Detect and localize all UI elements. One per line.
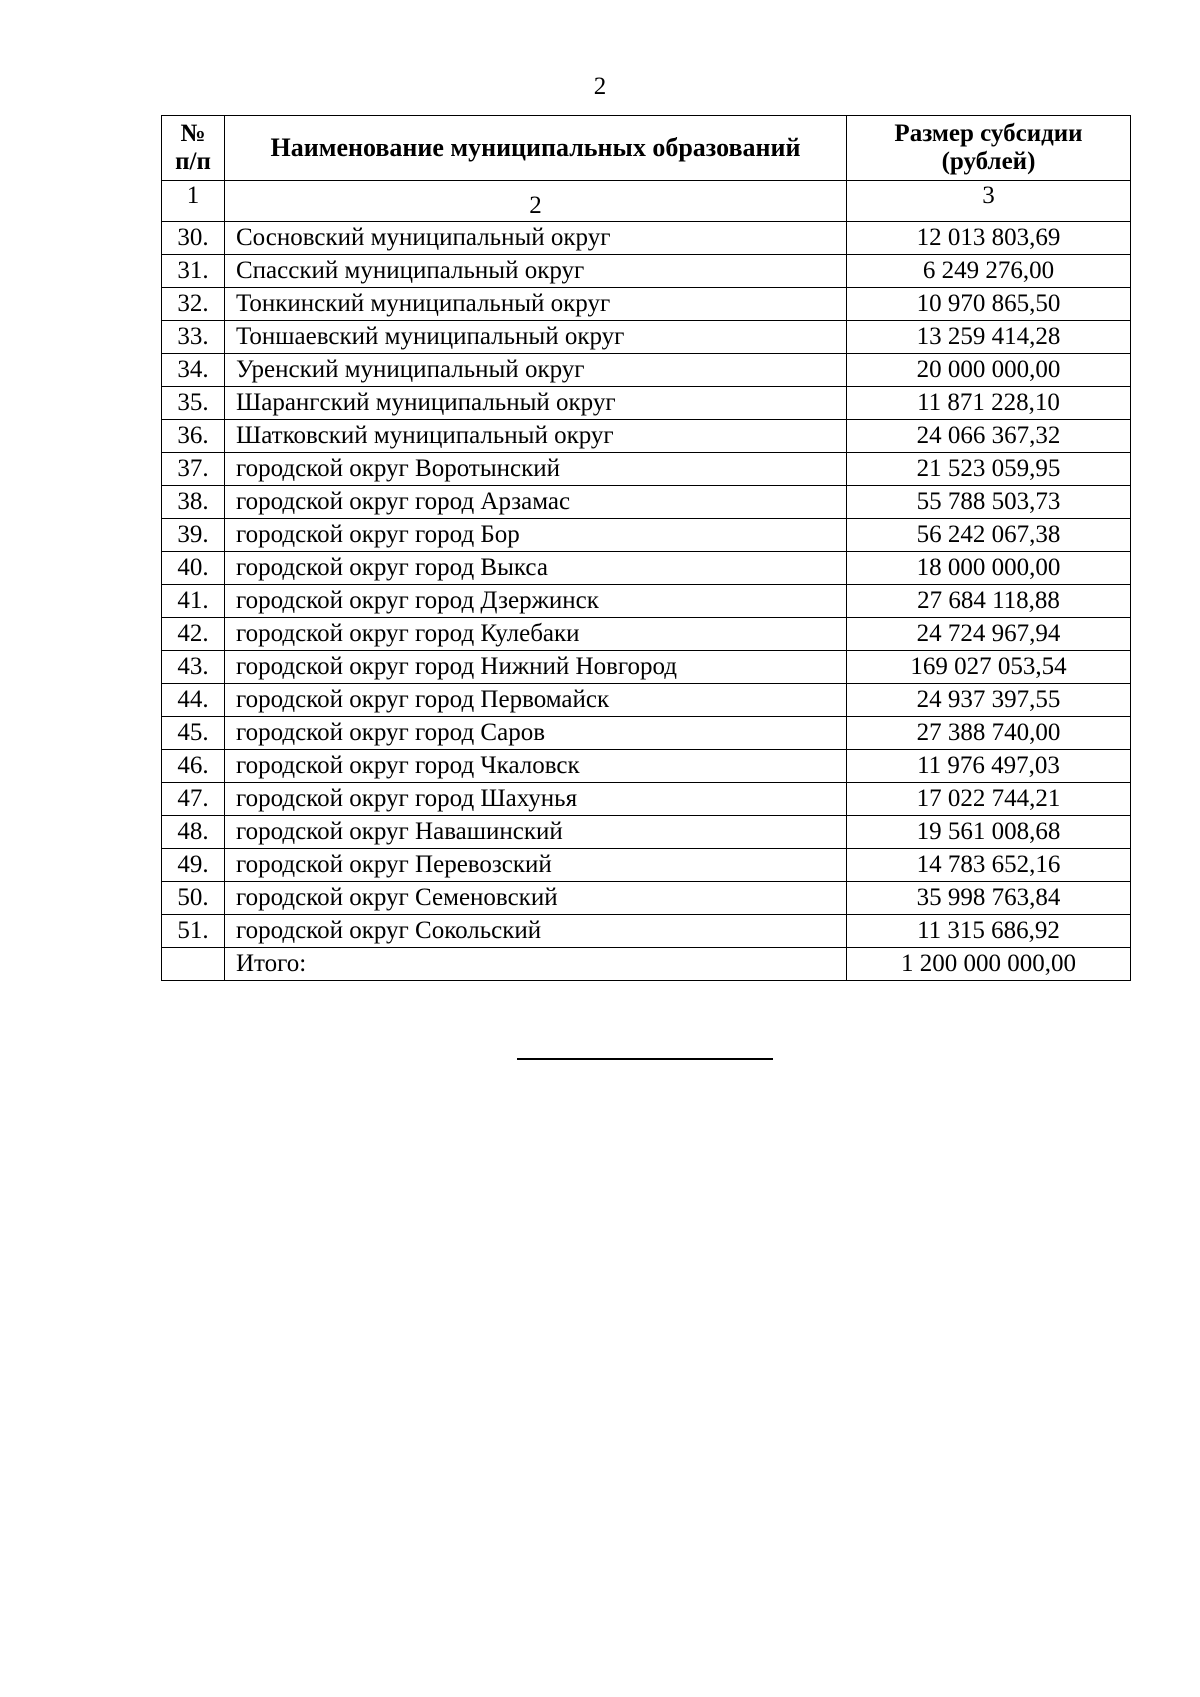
row-subsidy-amount: 169 027 053,54: [847, 651, 1131, 684]
row-number: 39.: [162, 519, 225, 552]
header-number: [162, 116, 225, 181]
table-row: [162, 288, 1131, 321]
row-municipality-name: городской округ Семеновский: [225, 882, 847, 915]
row-number: 32.: [162, 288, 225, 321]
row-subsidy-amount: 11 976 497,03: [847, 750, 1131, 783]
row-municipality-name: Уренский муниципальный округ: [225, 354, 847, 387]
table-row: [162, 717, 1131, 750]
row-number: 40.: [162, 552, 225, 585]
row-municipality-name: Итого:: [225, 948, 847, 981]
row-number: 37.: [162, 453, 225, 486]
row-municipality-name: Сосновский муниципальный округ: [225, 222, 847, 255]
table-row: [162, 354, 1131, 387]
row-subsidy-amount: 19 561 008,68: [847, 816, 1131, 849]
row-subsidy-amount: 56 242 067,38: [847, 519, 1131, 552]
row-number: 41.: [162, 585, 225, 618]
header-row: [162, 116, 1131, 181]
row-municipality-name: городской округ город Нижний Новгород: [225, 651, 847, 684]
column-number-2: 2: [225, 181, 847, 222]
table-row: [162, 486, 1131, 519]
row-number: [162, 948, 225, 981]
row-municipality-name: городской округ город Первомайск: [225, 684, 847, 717]
row-municipality-name: городской округ город Дзержинск: [225, 585, 847, 618]
row-subsidy-amount: 14 783 652,16: [847, 849, 1131, 882]
row-municipality-name: Шарангский муниципальный округ: [225, 387, 847, 420]
row-municipality-name: городской округ Сокольский: [225, 915, 847, 948]
row-subsidy-amount: 1 200 000 000,00: [847, 948, 1131, 981]
table-row: [162, 684, 1131, 717]
table-row: [162, 222, 1131, 255]
row-municipality-name: Тоншаевский муниципальный округ: [225, 321, 847, 354]
row-subsidy-amount: 10 970 865,50: [847, 288, 1131, 321]
row-number: 36.: [162, 420, 225, 453]
row-subsidy-amount: 35 998 763,84: [847, 882, 1131, 915]
row-subsidy-amount: 27 388 740,00: [847, 717, 1131, 750]
table-row: [162, 585, 1131, 618]
table-row: [162, 255, 1131, 288]
table-row: [162, 915, 1131, 948]
row-number: 51.: [162, 915, 225, 948]
row-municipality-name: городской округ город Бор: [225, 519, 847, 552]
table-row: [162, 420, 1131, 453]
row-number: 31.: [162, 255, 225, 288]
table-header: [162, 116, 1131, 222]
table-body: [162, 222, 1131, 981]
row-number: 35.: [162, 387, 225, 420]
table-row: [162, 618, 1131, 651]
header-amount: [847, 116, 1131, 181]
page-number: 2: [593, 73, 607, 100]
subsidy-table: [161, 115, 1131, 981]
table-row: [162, 882, 1131, 915]
row-municipality-name: городской округ город Кулебаки: [225, 618, 847, 651]
column-number-row: [162, 181, 1131, 222]
row-municipality-name: городской округ город Чкаловск: [225, 750, 847, 783]
row-municipality-name: городской округ город Арзамас: [225, 486, 847, 519]
row-number: 45.: [162, 717, 225, 750]
row-number: 46.: [162, 750, 225, 783]
table-row: [162, 453, 1131, 486]
table-row: [162, 750, 1131, 783]
row-subsidy-amount: 21 523 059,95: [847, 453, 1131, 486]
row-municipality-name: Спасский муниципальный округ: [225, 255, 847, 288]
table-row: [162, 519, 1131, 552]
table-row: [162, 816, 1131, 849]
row-municipality-name: городской округ Воротынский: [225, 453, 847, 486]
row-subsidy-amount: 24 066 367,32: [847, 420, 1131, 453]
row-subsidy-amount: 6 249 276,00: [847, 255, 1131, 288]
table-row: [162, 552, 1131, 585]
row-subsidy-amount: 24 937 397,55: [847, 684, 1131, 717]
end-divider: [517, 1058, 773, 1060]
table-row: [162, 321, 1131, 354]
row-number: 47.: [162, 783, 225, 816]
row-subsidy-amount: 12 013 803,69: [847, 222, 1131, 255]
row-municipality-name: городской округ Перевозский: [225, 849, 847, 882]
row-number: 50.: [162, 882, 225, 915]
table-row: [162, 651, 1131, 684]
row-number: 33.: [162, 321, 225, 354]
row-number: 42.: [162, 618, 225, 651]
row-subsidy-amount: 27 684 118,88: [847, 585, 1131, 618]
row-subsidy-amount: 11 871 228,10: [847, 387, 1131, 420]
header-name-label: Наименование муниципальных образований: [270, 133, 801, 162]
header-name: [225, 116, 847, 181]
row-subsidy-amount: 17 022 744,21: [847, 783, 1131, 816]
table-row: [162, 783, 1131, 816]
column-number-3: 3: [847, 181, 1131, 222]
row-municipality-name: Шатковский муниципальный округ: [225, 420, 847, 453]
table-row: [162, 948, 1131, 981]
table-row: [162, 387, 1131, 420]
row-number: 30.: [162, 222, 225, 255]
row-number: 38.: [162, 486, 225, 519]
table-row: [162, 849, 1131, 882]
row-subsidy-amount: 55 788 503,73: [847, 486, 1131, 519]
row-municipality-name: Тонкинский муниципальный округ: [225, 288, 847, 321]
row-municipality-name: городской округ город Саров: [225, 717, 847, 750]
row-subsidy-amount: 20 000 000,00: [847, 354, 1131, 387]
header-amount-label: Размер субсидии (рублей): [894, 120, 1083, 175]
row-number: 43.: [162, 651, 225, 684]
row-subsidy-amount: 24 724 967,94: [847, 618, 1131, 651]
row-subsidy-amount: 18 000 000,00: [847, 552, 1131, 585]
row-municipality-name: городской округ город Шахунья: [225, 783, 847, 816]
row-number: 44.: [162, 684, 225, 717]
row-number: 34.: [162, 354, 225, 387]
row-municipality-name: городской округ Навашинский: [225, 816, 847, 849]
row-subsidy-amount: 13 259 414,28: [847, 321, 1131, 354]
header-number-label: № п/п: [175, 120, 211, 175]
row-subsidy-amount: 11 315 686,92: [847, 915, 1131, 948]
row-number: 48.: [162, 816, 225, 849]
row-number: 49.: [162, 849, 225, 882]
column-number-1: 1: [162, 181, 225, 222]
row-municipality-name: городской округ город Выкса: [225, 552, 847, 585]
